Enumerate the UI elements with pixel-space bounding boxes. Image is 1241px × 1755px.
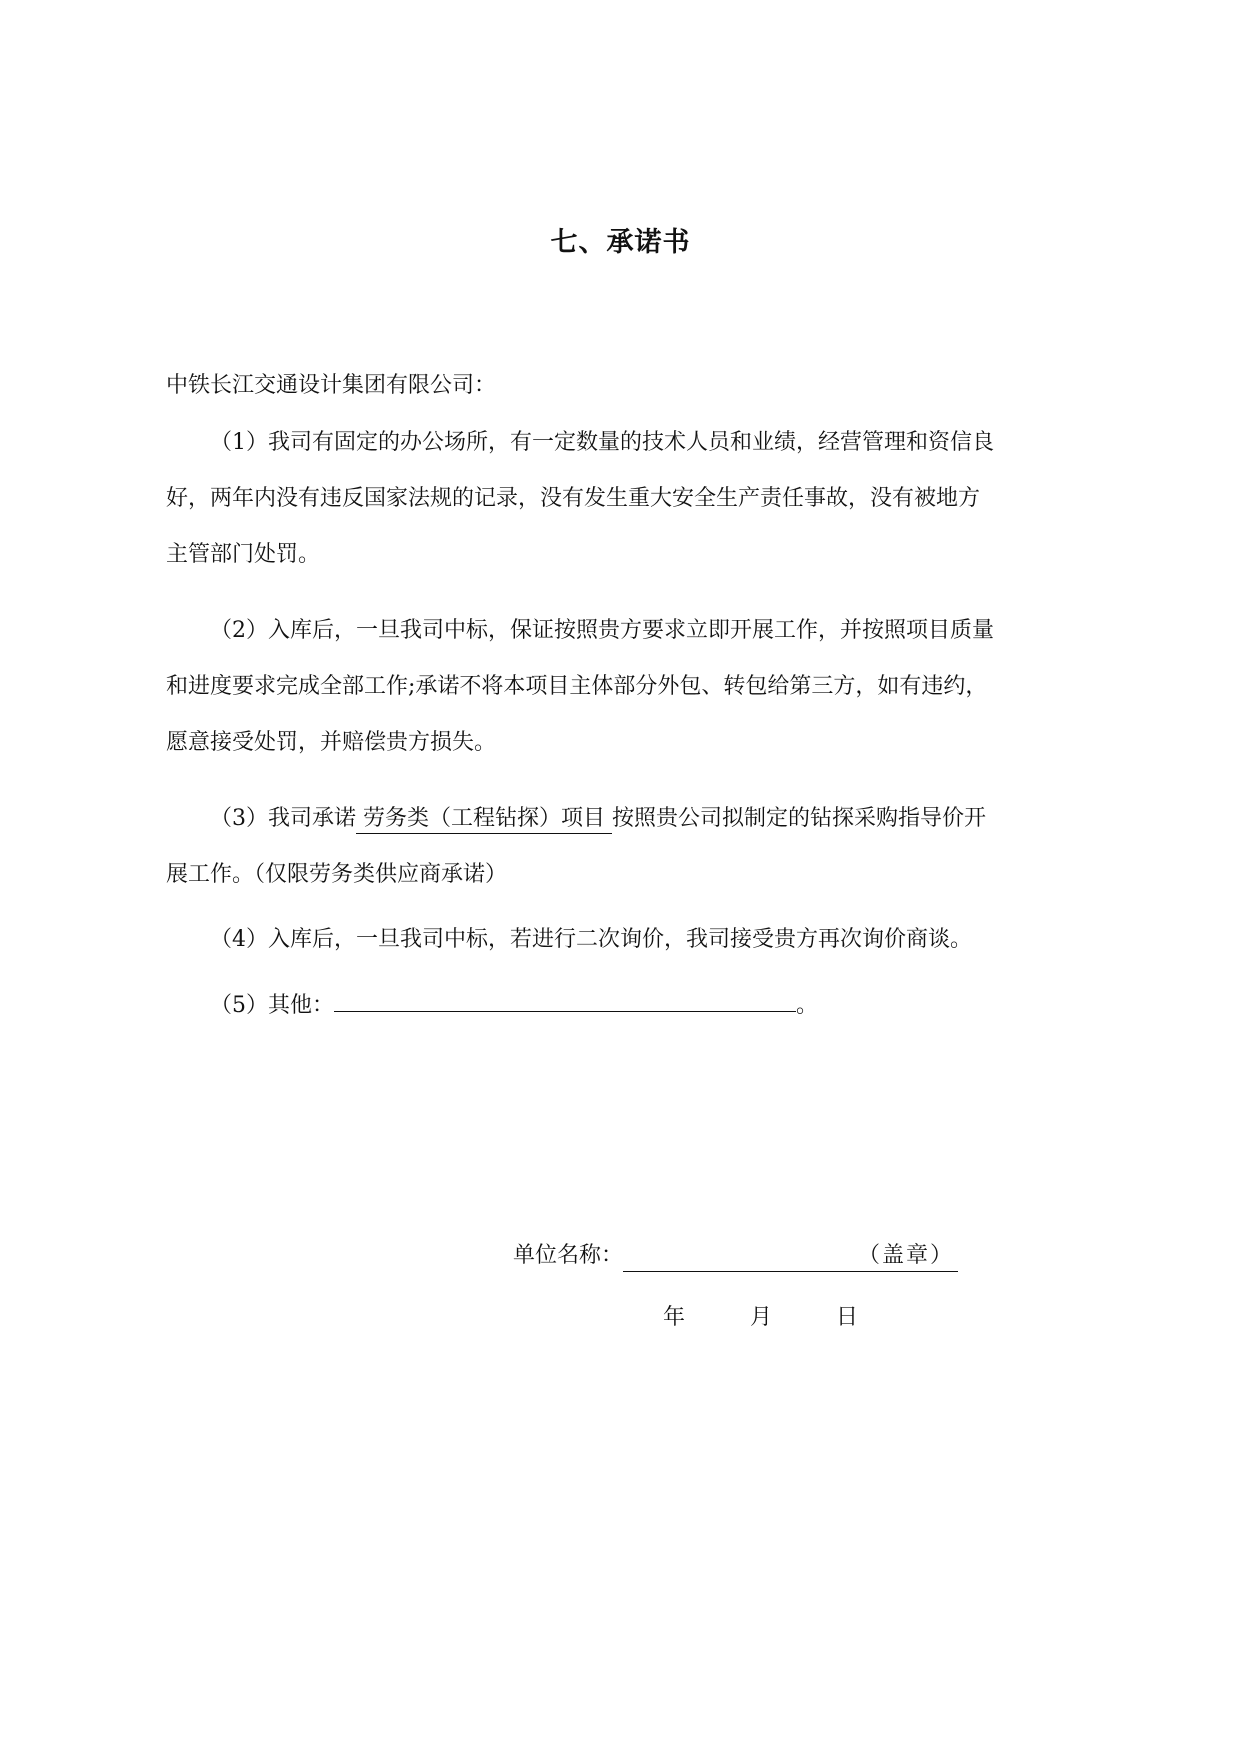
item-4-line-1: （4）入库后，一旦我司中标，若进行二次询价，我司接受贵方再次询价商谈。 <box>210 927 972 952</box>
seal-label: （盖章） <box>858 1243 955 1268</box>
item-3-underlined-text: 劳务类（工程钻探）项目 <box>356 806 612 834</box>
item-1-line-2: 好，两年内没有违反国家法规的记录，没有发生重大安全生产责任事故，没有被地方 <box>166 486 981 511</box>
item-1-line-1: （1）我司有固定的办公场所，有一定数量的技术人员和业绩，经营管理和资信良 <box>210 430 994 455</box>
item-5-end: 。 <box>796 993 819 1018</box>
item-3-suffix: 按照贵公司拟制定的钻探采购指导价开 <box>612 806 987 831</box>
page-title: 七、承诺书 <box>550 227 691 258</box>
signature-line <box>623 1238 958 1272</box>
item-3-prefix: （3）我司承诺 <box>210 806 356 831</box>
date-month: 月 <box>750 1305 773 1330</box>
item-2-line-2: 和进度要求完成全部工作;承诺不将本项目主体部分外包、转包给第三方，如有违约， <box>166 674 988 699</box>
item-3-line-1 <box>210 801 1086 832</box>
item-2-line-3: 愿意接受处罚，并赔偿贵方损失。 <box>166 730 497 755</box>
item-2-line-1: （2）入库后，一旦我司中标，保证按照贵方要求立即开展工作，并按照项目质量 <box>210 618 994 643</box>
signature-label: 单位名称： <box>513 1243 624 1268</box>
item-5-line-1 <box>210 988 1086 1019</box>
item-5-prefix: （5）其他： <box>210 993 334 1018</box>
addressee: 中铁长江交通设计集团有限公司： <box>166 373 497 398</box>
item-3-line-2: 展工作。（仅限劳务类供应商承诺） <box>166 862 508 887</box>
signature-block <box>513 1238 958 1272</box>
item-5-blank-line <box>334 991 796 1012</box>
date-day: 日 <box>836 1305 859 1330</box>
item-1-line-3: 主管部门处罚。 <box>166 542 321 567</box>
date-year: 年 <box>663 1305 686 1330</box>
